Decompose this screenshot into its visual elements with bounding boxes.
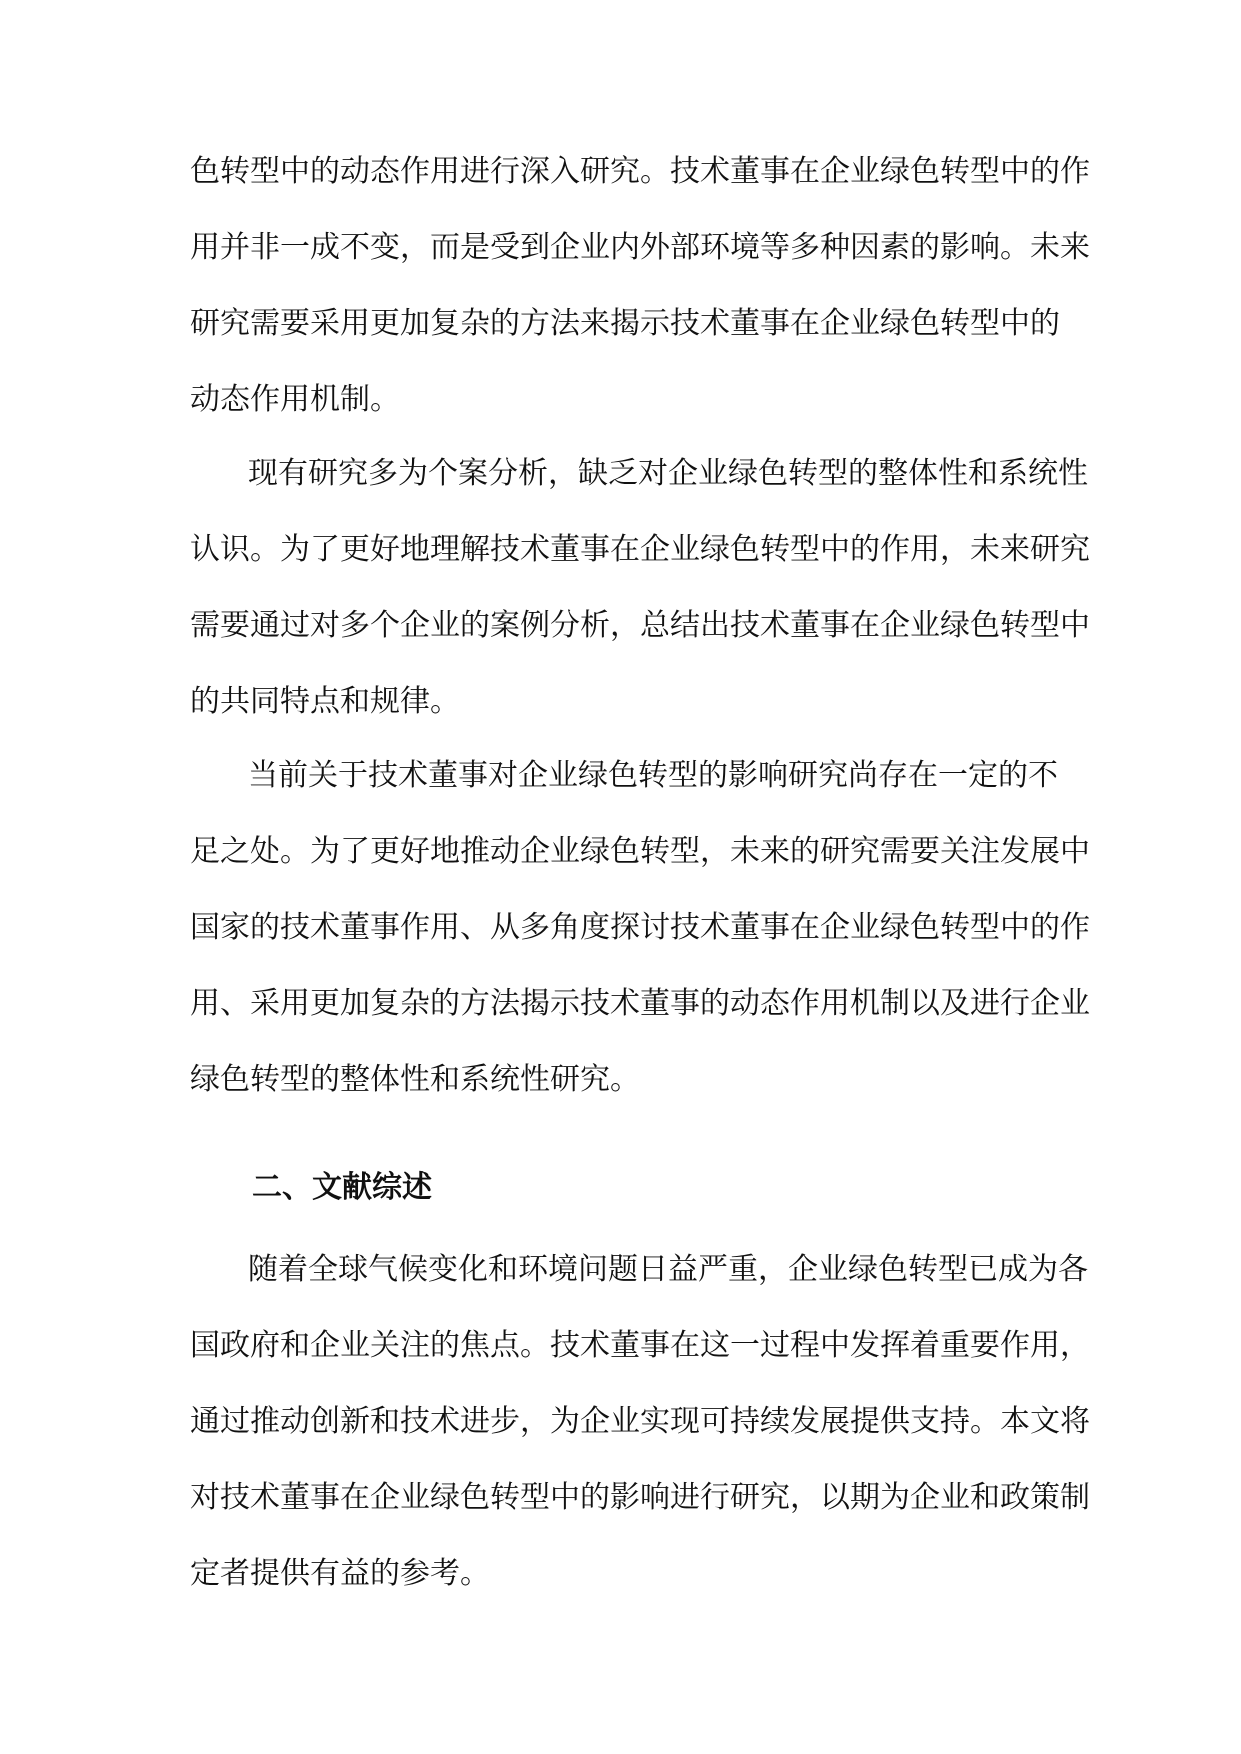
paragraph-line: 用、采用更加复杂的方法揭示技术董事的动态作用机制以及进行企业 (190, 986, 1090, 1021)
paragraph-line: 研究需要采用更加复杂的方法来揭示技术董事在企业绿色转型中的 (190, 306, 1060, 341)
paragraph-line: 当前关于技术董事对企业绿色转型的影响研究尚存在一定的不 (248, 758, 1058, 793)
paragraph-line: 认识。为了更好地理解技术董事在企业绿色转型中的作用，未来研究 (190, 532, 1090, 567)
paragraph-line: 色转型中的动态作用进行深入研究。技术董事在企业绿色转型中的作 (190, 154, 1090, 189)
paragraph-line: 足之处。为了更好地推动企业绿色转型，未来的研究需要关注发展中 (190, 834, 1090, 869)
section-heading: 二、文献综述 (252, 1170, 432, 1205)
paragraph-line: 现有研究多为个案分析，缺乏对企业绿色转型的整体性和系统性 (248, 456, 1088, 491)
paragraph-line: 随着全球气候变化和环境问题日益严重，企业绿色转型已成为各 (248, 1252, 1088, 1287)
paragraph-line: 定者提供有益的参考。 (190, 1556, 490, 1591)
paragraph-line: 对技术董事在企业绿色转型中的影响进行研究，以期为企业和政策制 (190, 1480, 1090, 1515)
paragraph-line: 用并非一成不变，而是受到企业内外部环境等多种因素的影响。未来 (190, 230, 1090, 265)
paragraph-line: 通过推动创新和技术进步，为企业实现可持续发展提供支持。本文将 (190, 1404, 1090, 1439)
paragraph-line: 国政府和企业关注的焦点。技术董事在这一过程中发挥着重要作用， (190, 1328, 1090, 1363)
paragraph-line: 需要通过对多个企业的案例分析，总结出技术董事在企业绿色转型中 (190, 608, 1090, 643)
paragraph-line: 动态作用机制。 (190, 382, 400, 417)
paragraph-line: 的共同特点和规律。 (190, 684, 460, 719)
paragraph-line: 绿色转型的整体性和系统性研究。 (190, 1062, 640, 1097)
paragraph-line: 国家的技术董事作用、从多角度探讨技术董事在企业绿色转型中的作 (190, 910, 1090, 945)
